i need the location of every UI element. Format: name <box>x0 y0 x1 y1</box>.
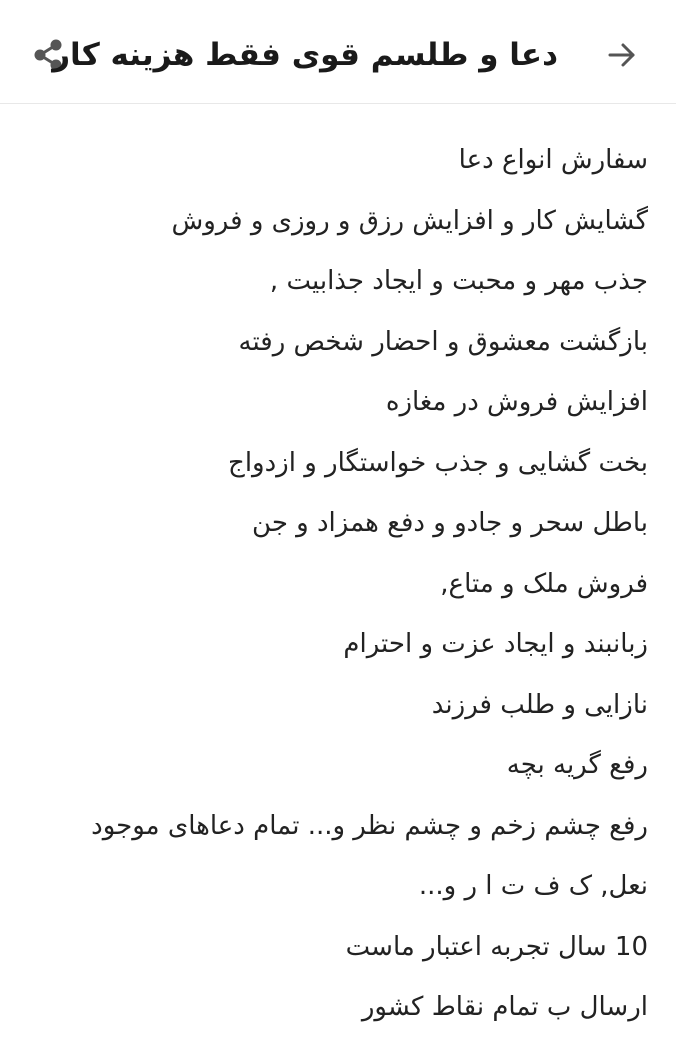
post-line: 10 سال تجربه اعتبار ماست <box>345 931 648 962</box>
post-line: باطل سحر و جادو و دفع همزاد و جن <box>252 508 648 538</box>
post-line: رفع چشم زخم و چشم نظر و... تمام دعاهای موجود <box>91 810 648 841</box>
post-line: بازگشت معشوق و احضار شخص رفته <box>238 326 648 357</box>
post-line: افزایش فروش در مغازه <box>385 387 648 417</box>
post-line: فروش ملک و متاع, <box>440 568 648 599</box>
post-line: نعل, ک ف ت ا ر و... <box>418 871 648 901</box>
app-bar <box>0 0 676 104</box>
post-line: سفارش انواع دعا <box>458 145 648 175</box>
post-line: جذب مهر و محبت و ایجاد جذابیت , <box>269 266 648 296</box>
post-line: بخت گشایی و جذب خواستگار و ازدواج <box>228 447 648 478</box>
post-line: ارسال ب تمام نقاط کشور <box>361 992 648 1022</box>
post-line: گشایش کار و افزایش رزق و روزی و فروش <box>171 205 648 236</box>
arrow-right-icon <box>605 38 639 72</box>
post-line: رفع گریه بچه <box>506 750 648 780</box>
post-body <box>20 130 648 1038</box>
post-line: نازایی و طلب فرزند <box>431 689 648 720</box>
back-button[interactable] <box>600 33 644 77</box>
post-line: زبانبند و ایجاد عزت و احترام <box>343 629 648 659</box>
page-title: دعا و طلسم قوی فقط هزینه کار <box>52 37 558 73</box>
